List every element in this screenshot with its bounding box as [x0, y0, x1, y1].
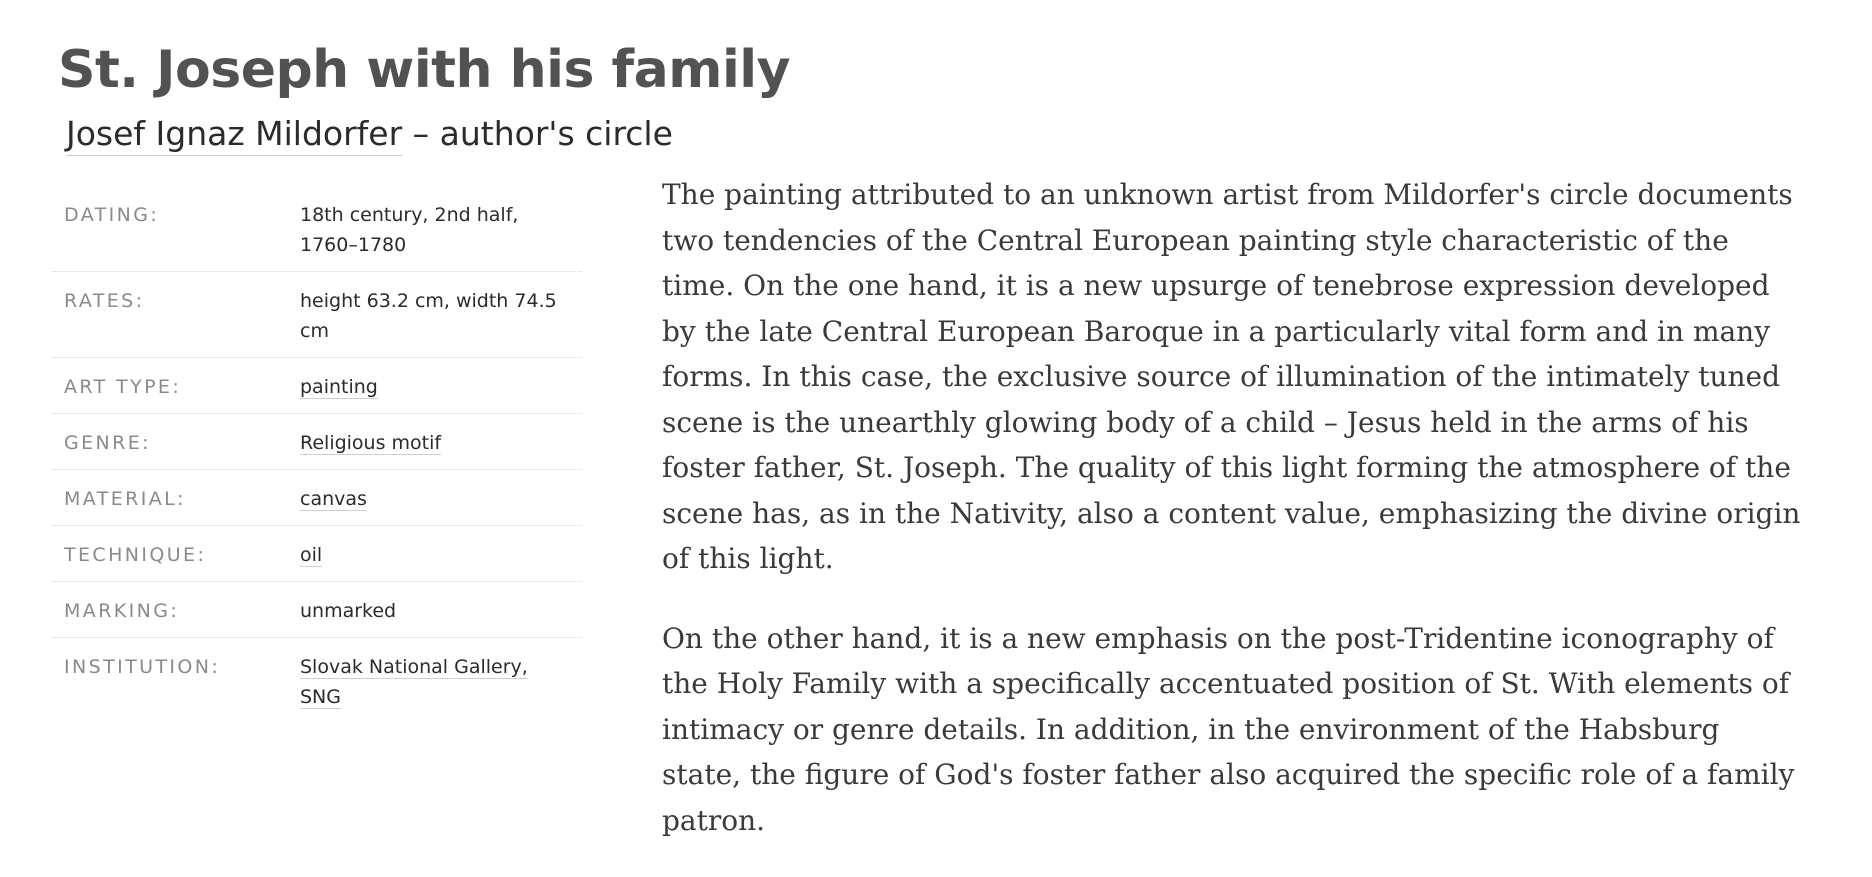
detail-value: [300, 272, 582, 357]
description-paragraph: On the other hand, it is a new emphasis on the post-Tridentine iconography of the Holy Family with a specifically accentuated position of St. With elements of intimacy or genre details. In addition, in the environment of the Habsburg state, the figure of God's foster father also acquired the specific role of a family patron.: [662, 621, 1795, 837]
technique-link[interactable]: oil: [300, 544, 323, 566]
detail-row-art-type: [52, 358, 582, 414]
institution-abbr-link[interactable]: SNG: [300, 686, 341, 708]
detail-row-institution: [52, 638, 582, 724]
detail-value-line: 18th century, 2nd half,: [300, 204, 519, 226]
detail-value-line: 1760–1780: [300, 234, 407, 256]
artwork-title: St. Joseph with his family: [58, 40, 790, 100]
detail-value: [300, 638, 582, 724]
detail-row-marking: [52, 582, 582, 638]
artwork-description: [662, 172, 1802, 877]
detail-row-rates: [52, 272, 582, 358]
detail-label: INSTITUTION:: [64, 656, 221, 678]
detail-label: TECHNIQUE:: [64, 544, 207, 566]
artwork-details-table: [52, 186, 582, 724]
detail-value: [300, 414, 582, 469]
attribution-suffix: – author's circle: [402, 114, 673, 153]
detail-row-material: [52, 470, 582, 526]
detail-label: MARKING:: [64, 600, 180, 622]
detail-value-line: height 63.2 cm, width 74.5: [300, 290, 557, 312]
art-type-link[interactable]: painting: [300, 376, 378, 398]
genre-link[interactable]: Religious motif: [300, 432, 442, 454]
detail-label: RATES:: [64, 290, 145, 312]
detail-label: ART TYPE:: [64, 376, 182, 398]
detail-value-line: cm: [300, 320, 329, 342]
author-link[interactable]: Josef Ignaz Mildorfer: [66, 114, 402, 156]
detail-value: [300, 526, 582, 581]
detail-value: [300, 470, 582, 525]
detail-row-technique: [52, 526, 582, 582]
detail-label: GENRE:: [64, 432, 151, 454]
material-link[interactable]: canvas: [300, 488, 367, 510]
detail-label: DATING:: [64, 204, 160, 226]
detail-value: [300, 186, 582, 271]
detail-label: MATERIAL:: [64, 488, 186, 510]
artwork-attribution: [66, 112, 673, 156]
detail-row-genre: [52, 414, 582, 470]
detail-row-dating: [52, 186, 582, 272]
detail-value: [300, 582, 582, 637]
detail-value: [300, 358, 582, 413]
detail-value-line: unmarked: [300, 600, 397, 622]
institution-link[interactable]: Slovak National Gallery,: [300, 656, 528, 678]
description-paragraph: The painting attributed to an unknown artist from Mildorfer's circle documents two tendencies of the Central European painting style characteristic of the time. On the one hand, it is a new upsurge of tenebrose expression developed by the late Central European Baroque in a particularly vital form and in many forms. In this case, the exclusive source of illumination of the intimately tuned scene is the unearthly glowing body of a child – Jesus held in the arms of his foster father, St. Joseph. The quality of this light forming the atmosphere of the scene has, as in the Nativity, also a content value, emphasizing the divine origin of this light.: [662, 178, 1801, 575]
